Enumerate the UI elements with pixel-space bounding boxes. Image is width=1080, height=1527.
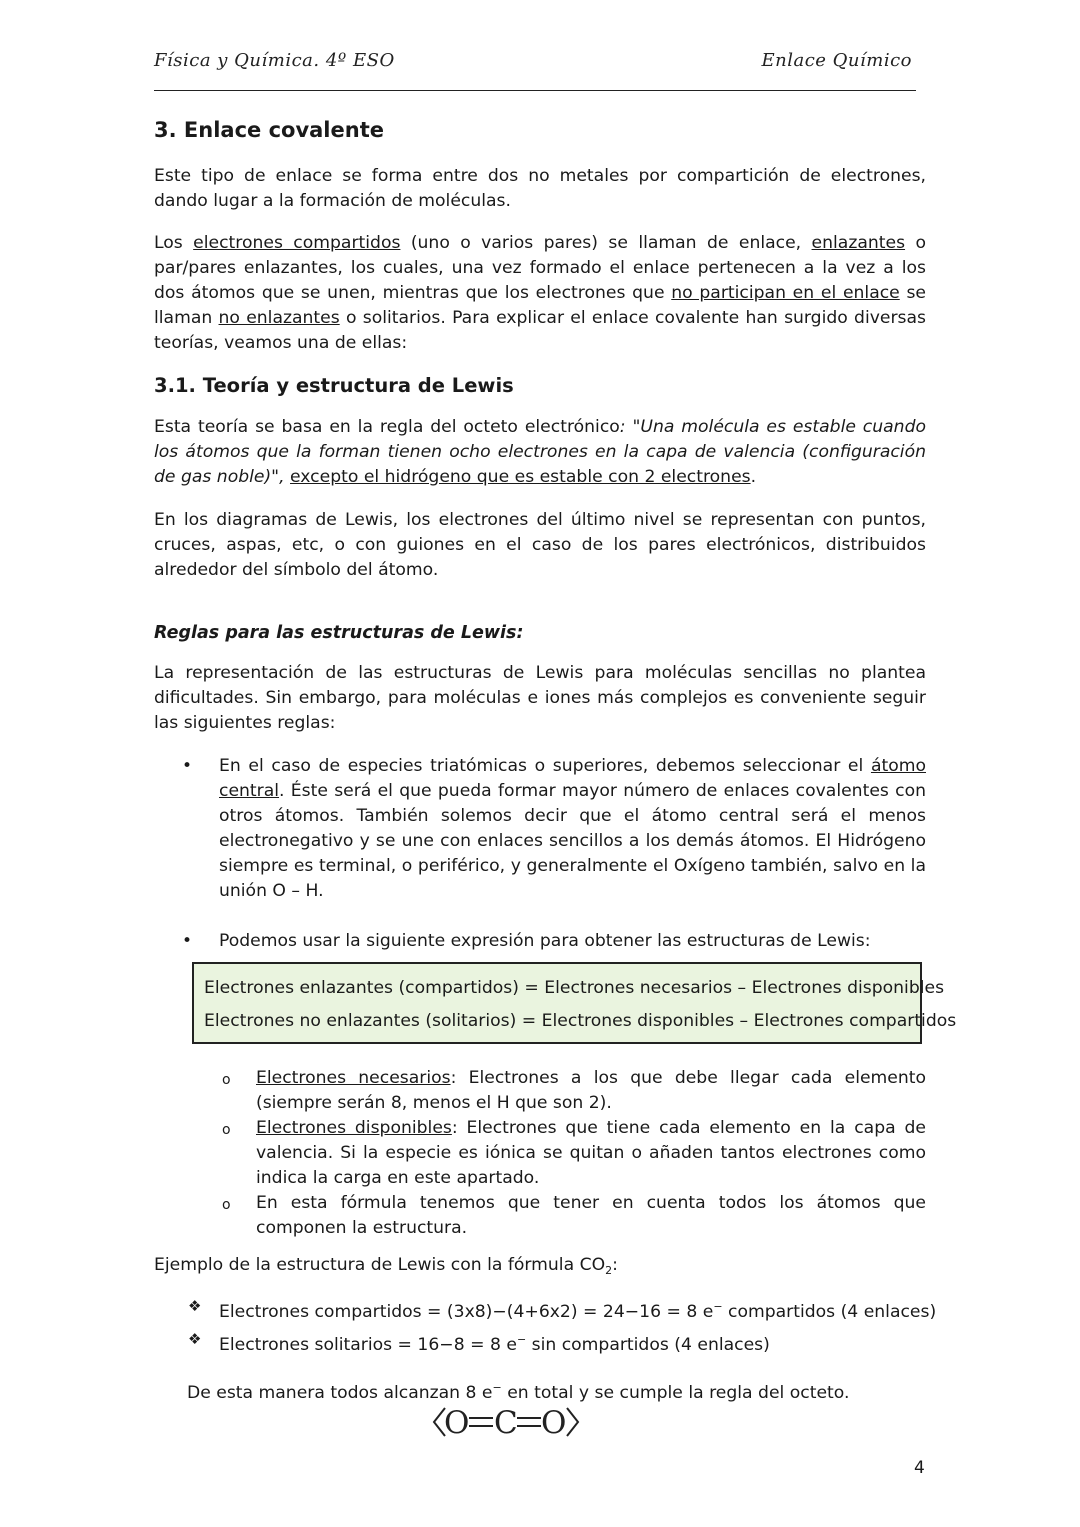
section-paragraph-2: Los electrones compartidos (uno o varios pares) se llaman de enlace, enlazantes o par/pares enlazantes, los cuales, una vez formado el enlace pertenecen a la vez a los dos átomos que se unen, mientras que los electrones que no participan en el enlace se llaman no enlazantes o solitarios. Para explicar el enlace covalente han surgido diversas teorías, veamos una de ellas: xyxy=(154,233,927,353)
note-necessary-electrons: o Electrones necesarios: Electrones a los que debe llegar cada elemento (siempre serán 8, menos el H que son 2). xyxy=(154,1066,926,1116)
header-topic: Enlace Químico xyxy=(761,50,912,71)
shared-electrons-line: ❖ Electrones compartidos = (3x8)−(4+6x2) = 24−16 = 8 e− compartidos (4 enlaces) xyxy=(154,1293,926,1326)
rule-central-atom: • En el caso de especies triatómicas o superiores, debemos seleccionar el átomo central. Éste será el que pueda formar mayor número de enlaces covalentes con otros átomos. También solemos decir que el átomo central será el menos electronegativo y se une con enlaces sencillos a los demás átomos. El Hidrógeno siempre es terminal, o periférico, y generalmente el Oxígeno también, salvo en la unión O – H. xyxy=(154,754,926,904)
octet-note: De esta manera todos alcanzan 8 e− en total y se cumple la regla del octeto. xyxy=(187,1381,850,1403)
formula-bonding: Electrones enlazantes (compartidos) = Electrones necesarios – Electrones disponibles xyxy=(204,978,945,998)
rules-intro: La representación de las estructuras de Lewis para moléculas sencillas no plantea dificultades. Sin embargo, para moléculas e iones más complejos es conveniente seguir las siguientes reglas: xyxy=(154,663,926,733)
rules-list xyxy=(154,754,926,954)
example-intro: Ejemplo de la estructura de Lewis con la fórmula $CO_2$: xyxy=(154,1255,618,1277)
page-header xyxy=(154,50,916,91)
header-subject: Física y Química. 4º ESO xyxy=(154,50,395,71)
lewis-theory-paragraph: Esta teoría se basa en la regla del octeto electrónico: "Una molécula es estable cuando los átomos que la forman tienen ocho electrones en la capa de valencia (configuración de gas noble)", excepto el hidrógeno que es estable con 2 electrones. xyxy=(154,417,927,487)
atom-oxygen-right: O xyxy=(541,1405,567,1441)
lone-pair-right xyxy=(567,1408,578,1436)
example-calculations xyxy=(154,1293,937,1359)
rule-expression: • Podemos usar la siguiente expresión para obtener las estructuras de Lewis: xyxy=(154,929,926,954)
lone-electrons-line: ❖ Electrones solitarios = 16−8 = 8 e− sin compartidos (4 enlaces) xyxy=(154,1326,926,1359)
page-content xyxy=(154,112,957,1424)
formula-box xyxy=(192,962,957,1044)
lewis-diagram-paragraph: En los diagramas de Lewis, los electrones del último nivel se representan con puntos, cruces, aspas, etc, o con guiones en el caso de los pares electrónicos, distribuidos alrededor del símbolo del átomo. xyxy=(154,510,926,580)
section-paragraph-1: Este tipo de enlace se forma entre dos no metales por compartición de electrones, dando lugar a la formación de moléculas. xyxy=(154,166,926,211)
co2-lewis-structure xyxy=(430,1398,590,1448)
section-title: 3. Enlace covalente xyxy=(154,118,384,142)
atom-oxygen-left: O xyxy=(444,1405,470,1441)
rules-title: Reglas para las estructuras de Lewis: xyxy=(154,623,524,643)
subsection-title: 3.1. Teoría y estructura de Lewis xyxy=(154,374,514,397)
formula-nonbonding: Electrones no enlazantes (solitarios) = Electrones disponibles – Electrones compartidos xyxy=(204,1011,957,1031)
page-number: 4 xyxy=(914,1458,925,1478)
formula-notes xyxy=(154,1066,926,1241)
atom-carbon: C xyxy=(494,1405,518,1441)
note-all-atoms: o En esta fórmula tenemos que tener en cuenta todos los átomos que componen la estructura. xyxy=(154,1191,926,1241)
note-available-electrons: o Electrones disponibles: Electrones que tiene cada elemento en la capa de valencia. Si la especie es iónica se quitan o añaden tantos electrones como indica la carga en este apartado. xyxy=(154,1116,926,1191)
